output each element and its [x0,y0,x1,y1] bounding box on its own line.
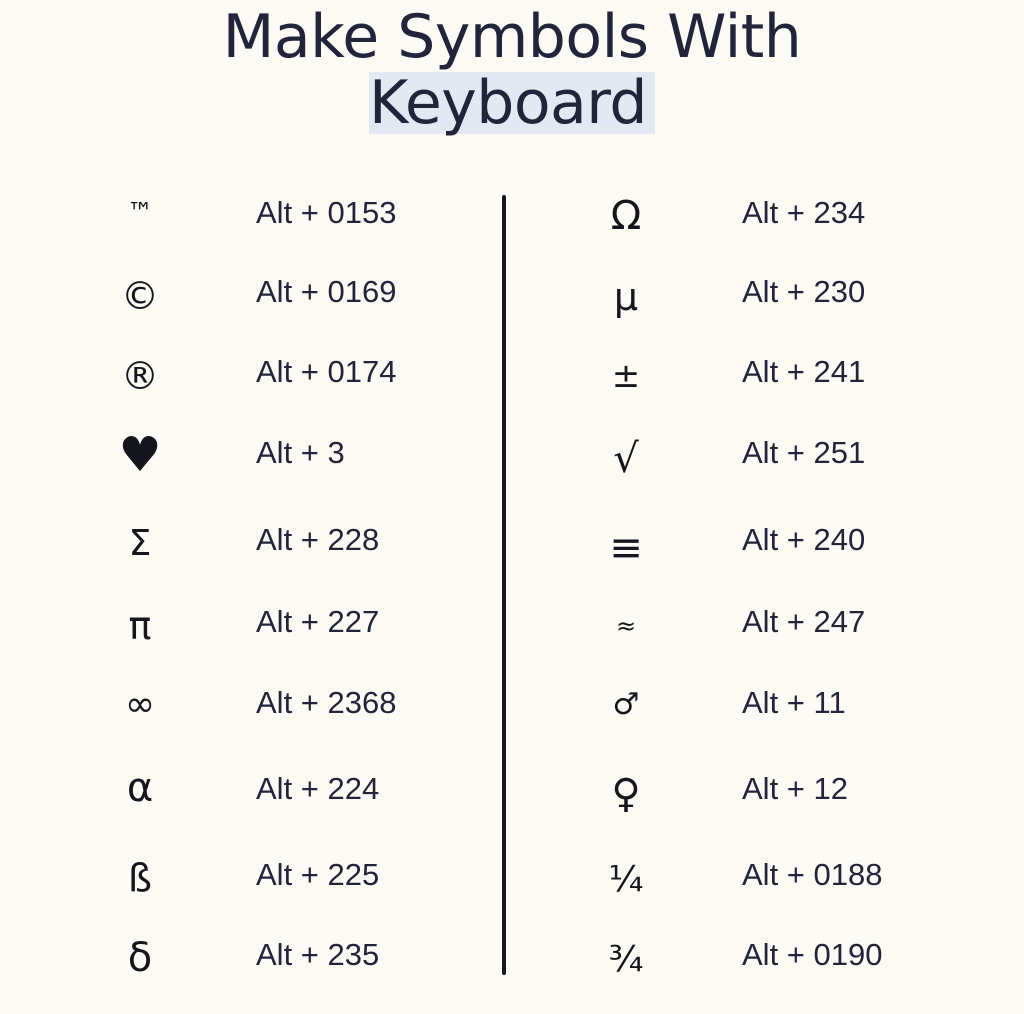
alt-code: Alt + 240 [742,522,866,557]
alt-code: Alt + 0188 [742,857,883,892]
alt-code: Alt + 3 [256,435,345,470]
alt-code: Alt + 0174 [256,354,397,389]
beta-symbol: ß [128,856,152,900]
trademark-symbol: ™ [127,198,153,228]
plus-minus-symbol: ± [611,356,641,396]
alt-code: Alt + 0190 [742,937,883,972]
page-title [0,4,1024,136]
three-quarters-symbol: ¾ [608,939,644,980]
alt-code: Alt + 230 [742,274,866,309]
alt-code: Alt + 228 [256,522,380,557]
micro-symbol: µ [613,275,639,319]
one-quarter-symbol: ¼ [608,859,644,900]
alt-code: Alt + 234 [742,195,866,230]
infinity-symbol: ∞ [125,684,155,725]
alt-code: Alt + 241 [742,354,866,389]
alt-code: Alt + 235 [256,937,380,972]
pi-symbol: π [128,604,152,648]
alt-code: Alt + 12 [742,771,848,806]
column-divider [502,195,506,975]
title-line-2: Keyboard [369,72,655,134]
heart-symbol: ♥ [118,427,162,483]
alt-code: Alt + 224 [256,771,380,806]
alt-code: Alt + 2368 [256,685,397,720]
alt-code: Alt + 251 [742,435,866,470]
male-symbol: ♂ [612,687,640,722]
alt-code: Alt + 11 [742,685,846,720]
title-line-1: Make Symbols With [222,2,802,72]
registered-symbol: ® [121,354,159,398]
alt-code: Alt + 0169 [256,274,397,309]
omega-symbol: Ω [610,193,642,239]
sigma-symbol: Σ [128,523,152,564]
delta-symbol: δ [127,935,153,981]
alt-code: Alt + 225 [256,857,380,892]
identical-to-symbol: ≡ [609,525,643,571]
copyright-symbol: © [121,274,159,318]
alpha-symbol: α [126,765,154,811]
alt-code: Alt + 227 [256,604,380,639]
square-root-symbol: √ [613,436,639,482]
alt-code: Alt + 247 [742,604,866,639]
female-symbol: ♀ [611,771,641,817]
almost-equal-symbol: ≈ [615,612,637,640]
alt-code: Alt + 0153 [256,195,397,230]
